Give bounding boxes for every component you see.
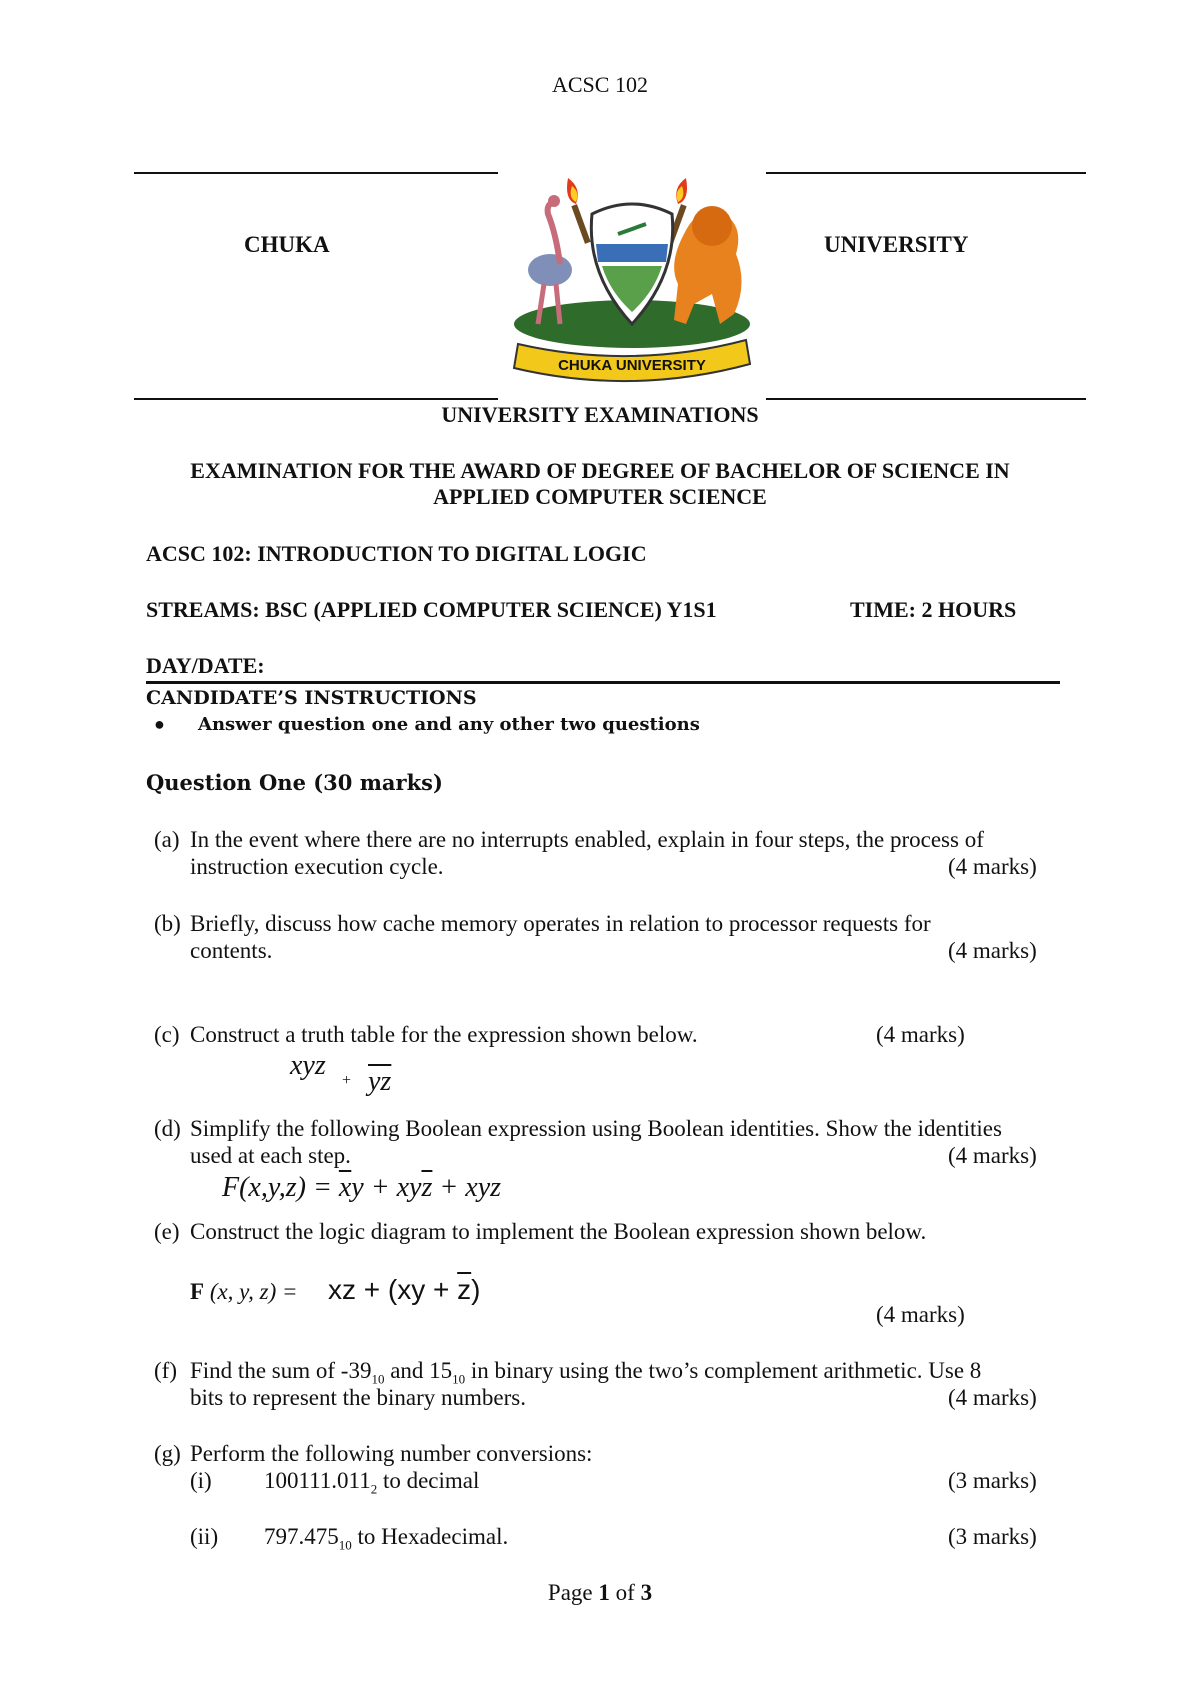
qg-item-1-sub: 2 <box>370 1481 378 1497</box>
qf-line-2: bits to represent the binary numbers. <box>190 1385 526 1410</box>
qg-item-2-num: (ii) <box>190 1524 219 1549</box>
qd-eq-lhs: F(x,y,z) = <box>222 1172 339 1203</box>
qe-eq-bar-z: $\overline{z}$ <box>457 1274 472 1305</box>
qd-eq-mid: y + xy <box>351 1172 422 1203</box>
crest-ribbon-text: CHUKA UNIVERSITY <box>558 357 706 374</box>
qg-item-2-rest: to Hexadecimal. <box>351 1524 509 1549</box>
qg-item-1 <box>264 1468 479 1498</box>
qd-line-2: used at each step. <box>190 1143 351 1168</box>
qf-line-1-b: and 15 <box>384 1358 453 1383</box>
banner-top-rule-left <box>134 172 498 174</box>
exam-title: UNIVERSITY EXAMINATIONS <box>441 402 759 427</box>
banner-bottom-rule-right <box>766 398 1086 400</box>
banner-left-word: CHUKA <box>244 232 330 257</box>
footer-current-page: 1 <box>598 1580 610 1605</box>
footer-page-word: Page <box>547 1580 599 1605</box>
banner-bottom-rule-left <box>134 398 498 400</box>
qg-item-1-value: 100111.011 <box>264 1468 371 1493</box>
qg-item-2-sub: 10 <box>338 1537 352 1553</box>
qf-line-1 <box>190 1358 981 1388</box>
qg-item-2 <box>264 1524 508 1554</box>
qa-marks: (4 marks) <box>948 854 1037 879</box>
qb-marks: (4 marks) <box>948 938 1037 963</box>
qg-item-1-rest: to decimal <box>377 1468 480 1493</box>
question-one-heading: Question One (30 marks) <box>146 770 443 795</box>
time-line: TIME: 2 HOURS <box>850 597 1017 622</box>
qe-line-1: Construct the logic diagram to implement the Boolean expression shown below. <box>190 1219 927 1244</box>
course-title: ACSC 102: INTRODUCTION TO DIGITAL LOGIC <box>146 541 647 566</box>
qd-label: (d) <box>154 1116 181 1141</box>
qf-sub-1: 10 <box>371 1371 385 1387</box>
day-date: DAY/DATE: <box>146 653 265 678</box>
qf-line-1-c: in binary using the two’s complement arithmetic. Use 8 <box>465 1358 982 1383</box>
qb-line-2: contents. <box>190 938 273 963</box>
qe-label: (e) <box>154 1219 180 1244</box>
qd-eq-bar-x: $\overline{x}$ <box>338 1172 352 1203</box>
streams-line: STREAMS: BSC (APPLIED COMPUTER SCIENCE) Y1S1 <box>146 597 717 622</box>
running-header: ACSC 102 <box>552 72 648 97</box>
qg-label: (g) <box>154 1441 181 1466</box>
qd-eq-tail: + xyz <box>432 1172 502 1203</box>
footer-of-word: of <box>609 1580 641 1605</box>
qd-eq-bar-z: $\overline{z}$ <box>421 1172 433 1203</box>
instructions-heading: CANDIDATE’S INSTRUCTIONS <box>146 687 477 709</box>
award-line-2: APPLIED COMPUTER SCIENCE <box>433 484 767 509</box>
qc-expr-term-1: xyz <box>290 1050 326 1081</box>
qc-expr-term-2: $\overline{yz}$ <box>368 1066 392 1097</box>
qb-label: (b) <box>154 911 181 936</box>
award-line-1: EXAMINATION FOR THE AWARD OF DEGREE OF BACHELOR OF SCIENCE IN <box>190 458 1010 483</box>
qd-marks: (4 marks) <box>948 1143 1037 1168</box>
qe-eq-close: ) <box>471 1274 481 1305</box>
instructions-rule <box>146 681 1060 684</box>
qg-item-2-value: 797.475 <box>264 1524 339 1549</box>
qf-line-1-a: Find the sum of -39 <box>190 1358 372 1383</box>
qe-eq-prefix <box>190 1279 298 1305</box>
qe-eq-main: xz + (xy + <box>328 1274 458 1305</box>
qf-label: (f) <box>154 1358 177 1383</box>
qe-eq-f: F <box>190 1279 205 1304</box>
qd-line-1: Simplify the following Boolean expression using Boolean identities. Show the identities <box>190 1116 1002 1141</box>
qa-line-2: instruction execution cycle. <box>190 854 444 879</box>
qg-item-2-marks: (3 marks) <box>948 1524 1037 1549</box>
instruction-bullet: Answer question one and any other two questions <box>198 714 700 735</box>
qc-expr-plus: + <box>342 1072 352 1089</box>
qe-eq-args: (x, y, z) = <box>204 1279 298 1304</box>
footer-total-pages: 3 <box>640 1580 653 1605</box>
qg-item-1-marks: (3 marks) <box>948 1468 1037 1493</box>
qc-label: (c) <box>154 1022 180 1047</box>
page-footer <box>0 1580 1200 1606</box>
qf-marks: (4 marks) <box>948 1385 1037 1410</box>
qa-line-1: In the event where there are no interrupts enabled, explain in four steps, the process of <box>190 827 984 852</box>
banner-right-word: UNIVERSITY <box>824 232 969 257</box>
qe-equation <box>328 1274 480 1306</box>
qd-equation <box>222 1172 501 1204</box>
qc-line-1: Construct a truth table for the expression shown below. <box>190 1022 698 1047</box>
bullet-dot: ● <box>154 714 165 734</box>
qb-line-1: Briefly, discuss how cache memory operates in relation to processor requests for <box>190 911 931 936</box>
qe-marks: (4 marks) <box>876 1302 965 1327</box>
qc-marks: (4 marks) <box>876 1022 965 1047</box>
banner-top-rule-right <box>766 172 1086 174</box>
university-crest-logo <box>498 174 766 398</box>
qa-label: (a) <box>154 827 180 852</box>
qf-sub-2: 10 <box>452 1371 466 1387</box>
qg-line-1: Perform the following number conversions: <box>190 1441 593 1466</box>
qg-item-1-num: (i) <box>190 1468 212 1493</box>
